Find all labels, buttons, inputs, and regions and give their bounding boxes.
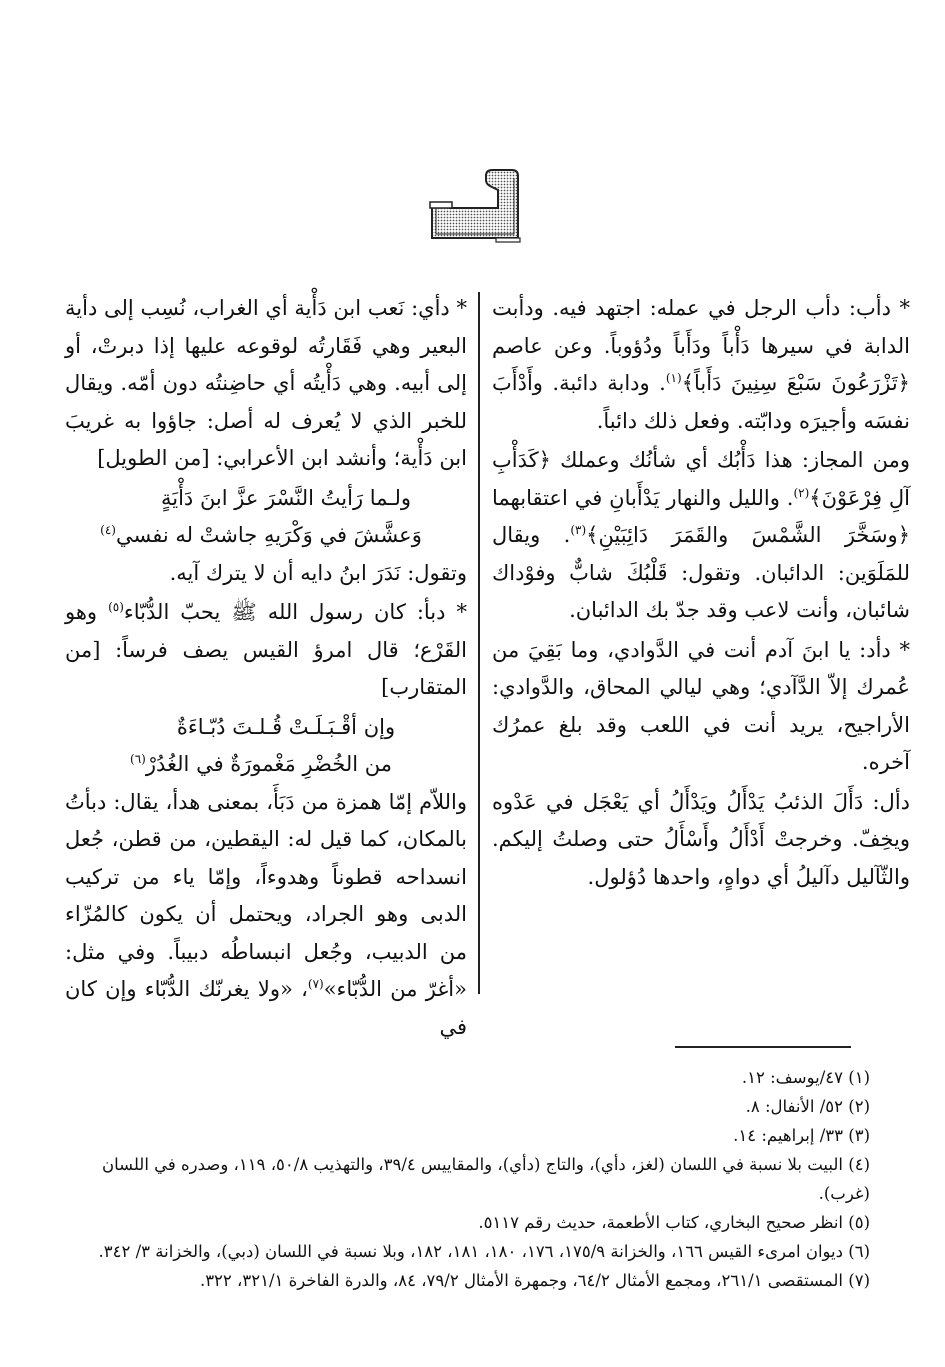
footnote-2: (٢) ٥٢/ الأنفال: ٨. — [745, 1097, 870, 1116]
entry-daba-cont-text: واللاّم إمّا همزة من دَبَأَ، بمعنى هدأ، يقال: دبأتُ بالمكان، كما قيل له: اليقطين، من قطن، جُعل انسداحه قطوناً وهدوءاً، وإمّا ياء من تركيب الدبى وهو الجراد، ويحتمل أن يكون كالمُزّاء من الدبيب، وجُعل انبساطُه دبيباً. وفي مثل: «أغرّ من الدُّبّاء» — [65, 789, 467, 1001]
footnote-separator — [675, 1046, 851, 1048]
column-divider — [478, 292, 480, 994]
footnote-ref: (٢) — [793, 485, 810, 500]
chapter-emblem — [428, 168, 522, 244]
footnote-ref: (٣) — [570, 523, 587, 537]
dal-letter-emblem-icon — [428, 168, 522, 244]
footnotes — [80, 1063, 870, 1295]
footnote-ref: (٦) — [130, 752, 146, 766]
footnote-5: (٥) انظر صحيح البخاري، كتاب الأطعمة، حديث رقم ٥١١٧. — [478, 1213, 870, 1232]
footnote-ref: (١) — [665, 371, 682, 385]
footnote-6: (٦) ديوان امرىء القيس ١٦٦، والخزانة ١٧٥/٩، ١٧٦، ١٨٠، ١٨١، ١٨٢، وبلا نسبة في اللسان (دبي)، والخزانة ٣/ ٣٤٢. — [98, 1242, 870, 1261]
footnote-ref: (٥) — [108, 600, 124, 614]
right-column — [492, 290, 910, 898]
footnote-7: (٧) المستقصى ٢٦١/١، ومجمع الأمثال ٦٤/٢، وجمهرة الأمثال ٧٩/٢، ٨٤، والدرة الفاخرة ٣٢١/١، ٣٢٢. — [199, 1271, 870, 1290]
poem-line: ولـما رَأيتُ النَّسْرَ عزَّ ابنَ دَأْيَةٍ — [160, 485, 411, 510]
entry-majaz-mid: . والليل والنهار يَدْأَبانِ في اعتقابهما ﴿وسَخَّرَ الشَّمْسَ والقَمَرَ دَائِبَيْنِ﴾ — [492, 485, 911, 547]
entry-nadar-text: وتقول: نَدَرَ ابنُ دايه أن لا يترك آيه. — [169, 560, 467, 585]
entry-daay-text: * دأي: نَعب ابن دَأْية أي الغراب، نُسِب إلى دأية البعير وهي فَقَارتُه لوقوعه عليها إذا دبرتْ، أو إلى أبيه. وهي دَأْيتُه أي حاضِنتُه دون أمّه. ويقال للخبر الذي لا يُعرف له أصل: جاؤوا به غريبَ ابن دَأْية؛ وأنشد ابن الأعرابي: [من الطويل] — [65, 296, 467, 470]
poem-verse-2 — [65, 709, 467, 784]
entry-dael — [492, 784, 910, 897]
entry-daad — [492, 632, 910, 782]
entry-daba-tail: وهو القَرْع؛ قال امرؤ القيس يصف فرساً: [من المتقارب] — [65, 600, 467, 699]
entry-daad-text: * دأد: يا ابنَ آدم أنت في الدَّوادي، وما بَقِيَ من عُمرك إلاّ الدَّآدي؛ وهي ليالي المحاق، والدَّوادي: الأراجيح، يريد أنت في اللعب وقد بلغ عمرُك آخره. — [492, 637, 910, 774]
footnote-4: (٤) البيت بلا نسبة في اللسان (لغز، دأي)، والتاج (دأي)، والمقاييس ٣٩/٤، والتهذيب ٥٠/٨، ١١٩، وصدره في اللسان (غرب). — [101, 1155, 870, 1203]
entry-daay — [65, 290, 467, 478]
entry-majaz — [492, 442, 910, 630]
entry-daba-cont-tail: ، «ولا يغرنّك الدُّبّاء وإن كان في — [65, 977, 467, 1039]
poem-line: من الخُضْرِ مَغْمورَةٌ في الغُدُرْ — [145, 752, 392, 776]
entry-daba-text: * دبأ: كان رسول الله ﷺ يحبّ الدُّبّاء — [123, 600, 467, 624]
entry-daba-cont — [65, 784, 467, 1047]
left-column — [65, 290, 467, 1048]
poem-line: وإن أقْـبَـلَـتْ قُـلـتَ دُبّـاءَةٌ — [176, 714, 396, 739]
footnote-1: (١) ٤٧/يوسف: ١٢. — [741, 1068, 870, 1087]
poem-verse-1 — [65, 480, 467, 555]
entry-daab-text: * دأب: دأب الرجل في عمله: اجتهد فيه. ودأبت الدابة في سيرها دَأْباً ودَأَباً ودُؤوباً. وعن عاصم ﴿تَزْرَعُونَ سَبْعَ سِنِينَ دَأَباً﴾ — [492, 296, 910, 395]
entry-dael-text: دأل: دَأَلَ الذئبُ يَدْأَلُ ويَدْأَلُ أي يَعْجَل في عَدْوه ويخِفّ. وخرجتْ أَدْأَلُ وأَسْأَلُ حتى وصلتُ إليكم. والثّآليل دآليلُ أي دواهٍ، واحدها دُؤلول. — [492, 789, 910, 889]
footnote-3: (٣) ٣٣/ إبراهيم: ١٤. — [733, 1126, 870, 1145]
entry-daba — [65, 594, 467, 707]
poem-line: وَعشَّشَ في وَكْرَيهِ جاشتْ له نفسي — [115, 523, 422, 547]
entry-majaz-text: ومن المجاز: هذا دَأْبُك أي شأنُك وعملك ﴿كَدَأْبِ آلِ فِرْعَوْنَ﴾ — [492, 448, 911, 510]
footnote-ref: (٧) — [307, 977, 324, 991]
entry-daab — [492, 290, 910, 440]
entry-daab-tail: . ودابة دائبة. وأَدْأَبَ نفسَه وأجيرَه ودابّته. وفعل ذلك دائباً. — [492, 371, 910, 433]
entry-majaz-tail: . ويقال للمَلَوَين: الدائبان. وتقول: قَلْبُكَ شابٌّ وفوْداك شائبان، وأنت لاعب وقد جدّ بك الدائبان. — [492, 523, 910, 622]
entry-nadar — [65, 555, 467, 593]
footnote-ref: (٤) — [100, 523, 116, 537]
